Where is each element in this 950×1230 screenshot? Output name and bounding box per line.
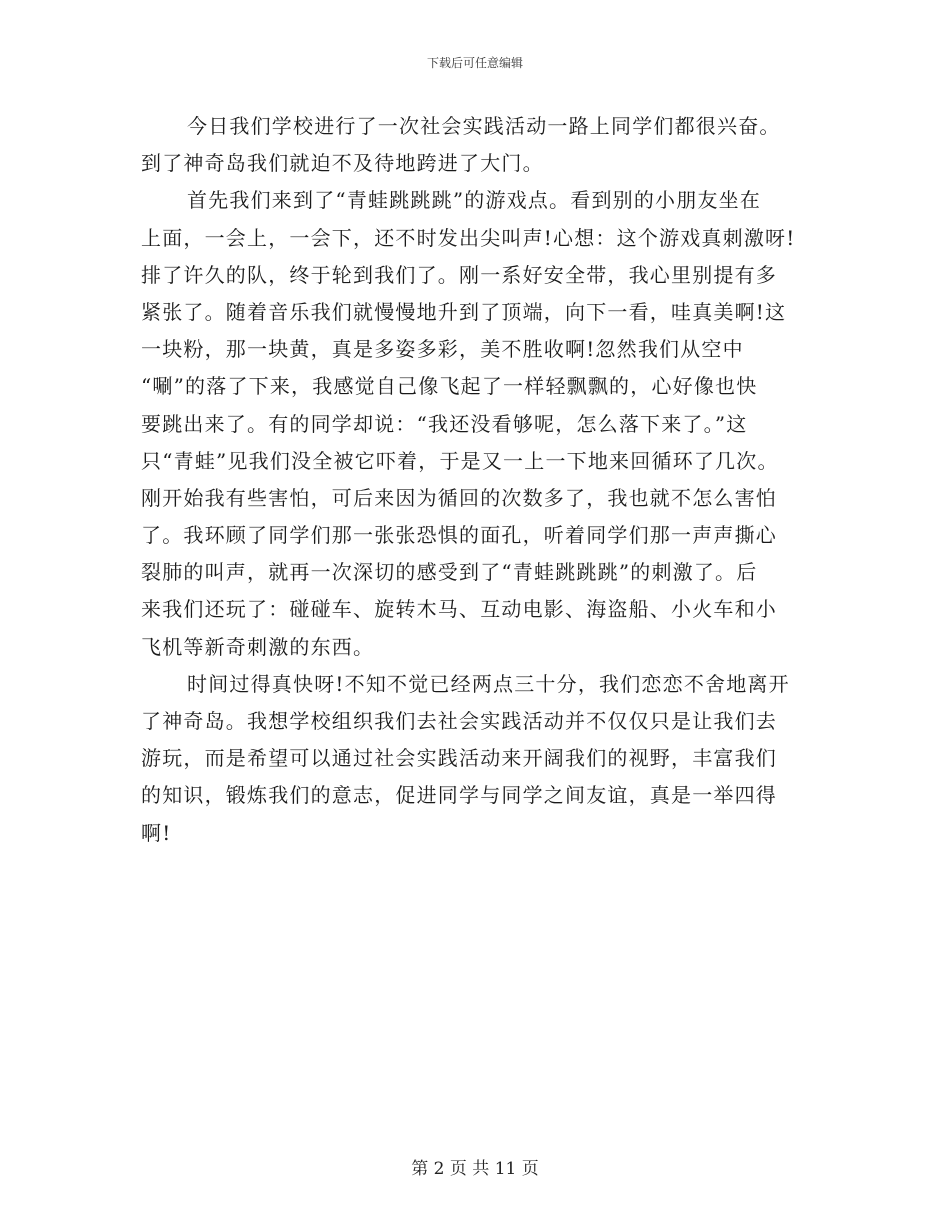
page-header: 下载后可任意编辑 [426,56,523,70]
document-body [141,108,803,852]
text-line: 刚开始我有些害怕，可后来因为循回的次数多了，我也就不怎么害怕 [141,485,777,510]
text-line: 了。我环顾了同学们那一张张恐惧的面孔，听着同学们那一声声撕心 [141,523,777,548]
text-line: 到了神奇岛我们就迫不及待地跨进了大门。 [141,151,544,176]
text-line: 的知识，锻炼我们的意志，促进同学与同学之间友谊，真是一举四得 [141,783,777,808]
page-number: 第 2 页 共 11 页 [411,1159,539,1179]
text-line: 啊! [141,820,172,845]
text-line: “唰”的落了下来，我感觉自己像飞起了一样轻飘飘的，心好像也快 [141,374,758,399]
text-line: 首先我们来到了“青蛙跳跳跳”的游戏点。看到别的小朋友坐在 [187,188,762,213]
text-line: 要跳出来了。有的同学却说：“我还没看够呢，怎么落下来了。”这 [141,411,748,436]
text-line: 了神奇岛。我想学校组织我们去社会实践活动并不仅仅只是让我们去 [141,709,777,733]
text-line: 裂肺的叫声，就再一次深切的感受到了“青蛙跳跳跳”的刺激了。后 [141,560,758,585]
text-line: 只“青蛙”见我们没全被它吓着，于是又一上一下地来回循环了几次。 [141,448,779,473]
text-line: 上面，一会上，一会下，还不时发出尖叫声!心想：这个游戏真刺激呀! [141,225,796,250]
paragraph [141,666,803,852]
text-line: 来我们还玩了：碰碰车、旋转木马、互动电影、海盗船、小火车和小 [141,597,777,622]
text-line: 今日我们学校进行了一次社会实践活动一路上同学们都很兴奋。 [187,114,781,138]
text-line: 游玩，而是希望可以通过社会实践活动来开阔我们的视野，丰富我们 [141,746,777,771]
paragraph [141,182,803,665]
text-line: 一块粉，那一块黄，真是多姿多彩，美不胜收啊!忽然我们从空中 [141,337,744,362]
paragraph [141,108,803,182]
text-line: 飞机等新奇刺激的东西。 [141,634,375,659]
text-line: 紧张了。随着音乐我们就慢慢地升到了顶端，向下一看，哇真美啊!这 [141,299,787,324]
text-line: 排了许久的队，终于轮到我们了。刚一系好安全带，我心里别提有多 [141,262,777,287]
text-line: 时间过得真快呀!不知不觉已经两点三十分，我们恋恋不舍地离开 [187,671,790,696]
